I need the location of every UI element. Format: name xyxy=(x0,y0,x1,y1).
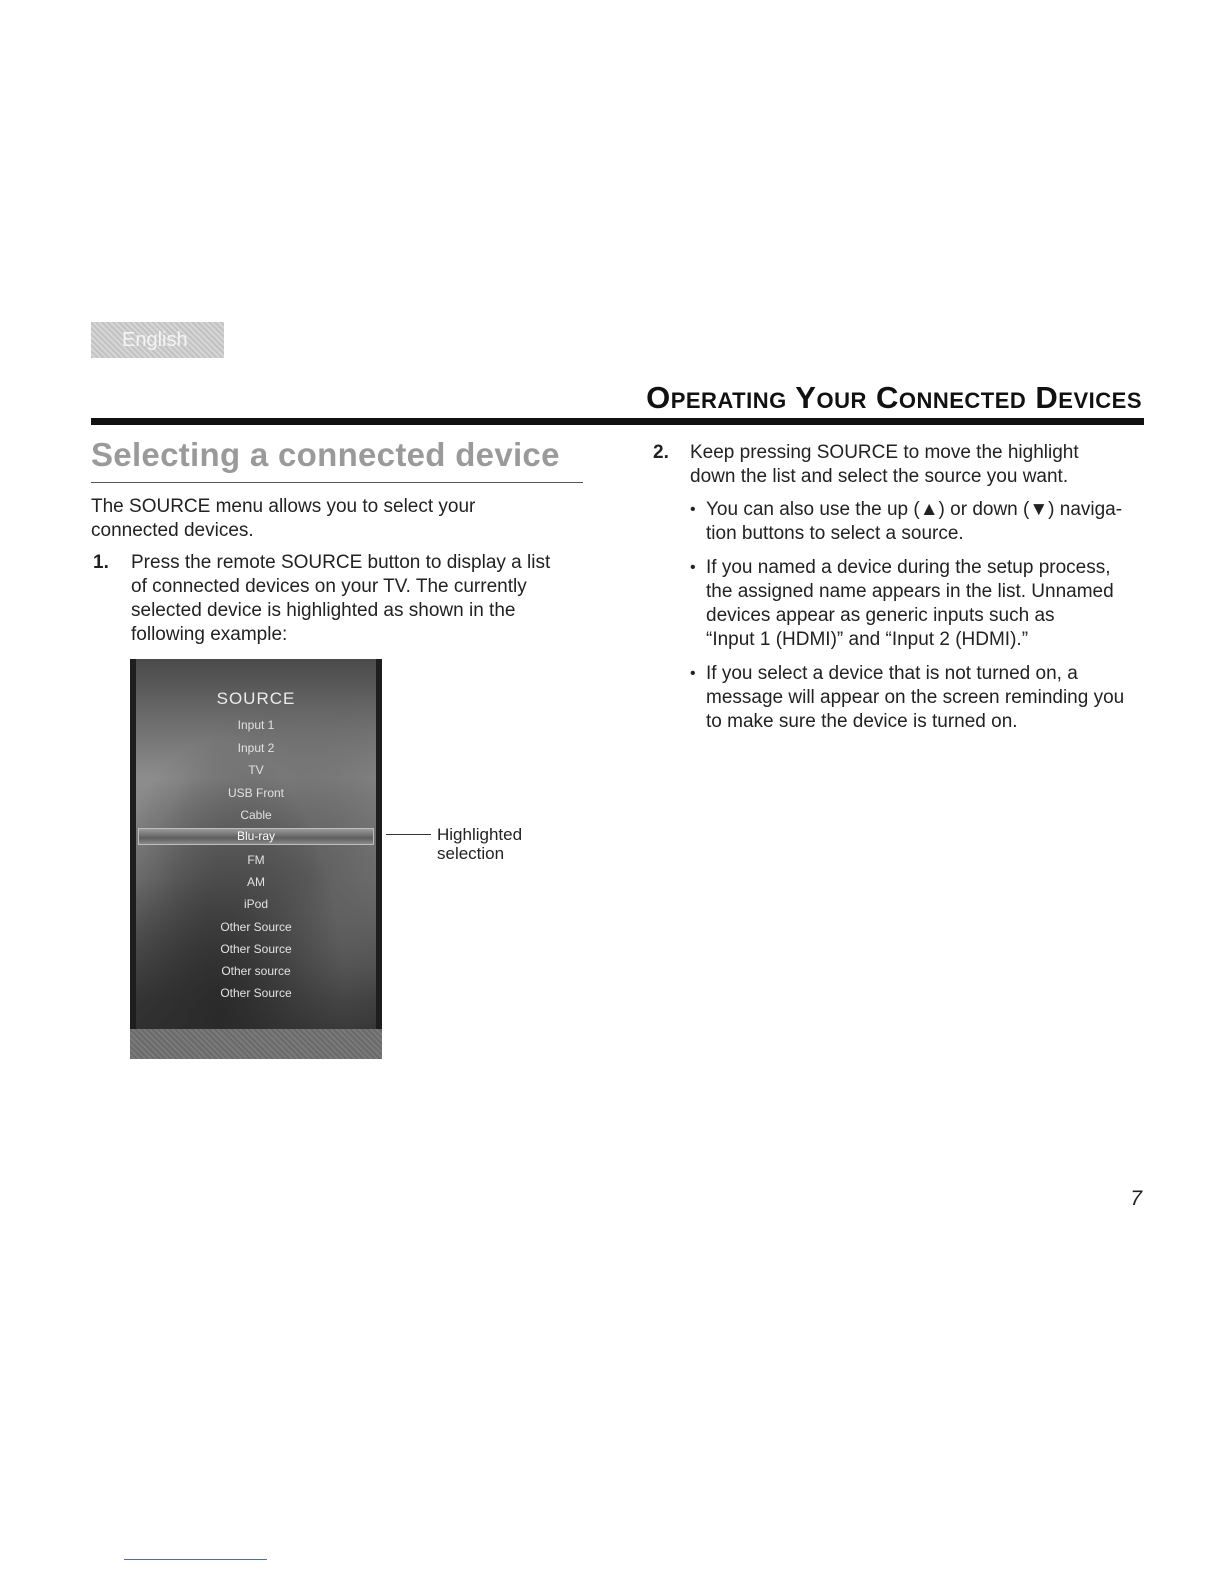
source-menu-item: Other Source xyxy=(220,986,292,1000)
bullet-line: “Input 1 (HDMI)” and “Input 2 (HDMI).” xyxy=(706,629,1029,650)
callout-leader-line xyxy=(386,834,431,835)
step-1-number: 1. xyxy=(93,552,109,573)
source-menu-item: Cable xyxy=(240,808,272,822)
callout-label xyxy=(437,825,547,863)
step-1-line: selected device is highlighted as shown in the xyxy=(131,600,516,621)
step-1-line: Press the remote SOURCE button to display a list xyxy=(131,552,551,573)
source-menu-title: SOURCE xyxy=(216,689,296,708)
sub-heading: Selecting a connected device xyxy=(91,436,560,473)
step-2-line: down the list and select the source you want. xyxy=(690,466,1069,487)
bullet-marker: • xyxy=(690,665,696,682)
source-menu-item: FM xyxy=(247,853,265,867)
section-title: Operating Your Connected Devices xyxy=(646,380,1142,415)
intro-line-1: The SOURCE menu allows you to select your xyxy=(91,496,476,517)
source-menu-item: USB Front xyxy=(227,786,284,800)
bullet-line: devices appear as generic inputs such as xyxy=(706,605,1055,626)
callout-line-1: Highlighted xyxy=(437,825,523,844)
source-menu-item: Other Source xyxy=(220,942,292,956)
sub-heading-rule xyxy=(91,482,583,483)
bullet-marker: • xyxy=(690,559,696,576)
source-menu-item: iPod xyxy=(243,897,269,911)
step-2-line: Keep pressing SOURCE to move the highlight xyxy=(690,442,1079,463)
bullet-line: If you named a device during the setup process, xyxy=(706,557,1111,578)
source-menu-screenshot xyxy=(130,659,382,1059)
source-menu-item: AM xyxy=(247,875,265,889)
screen-bottom-band xyxy=(130,1029,382,1059)
language-tab[interactable]: English xyxy=(91,322,224,358)
source-menu-item: Other Source xyxy=(220,920,292,934)
bullet-marker: • xyxy=(690,501,696,518)
source-menu-item-selected: Blu-ray xyxy=(138,828,374,845)
bullet-line: If you select a device that is not turned on, a xyxy=(706,663,1078,684)
source-menu-item: Other source xyxy=(221,964,291,978)
bullet-line: to make sure the device is turned on. xyxy=(706,711,1018,732)
source-menu-item: TV xyxy=(248,763,264,777)
title-rule xyxy=(91,418,1144,425)
footer-rule xyxy=(124,1559,267,1560)
bullet-line: message will appear on the screen reminding you xyxy=(706,687,1125,708)
source-menu-item: Input 1 xyxy=(237,718,275,732)
step-2-number: 2. xyxy=(653,442,669,463)
bullet-line: tion buttons to select a source. xyxy=(706,523,964,544)
bullet-line: the assigned name appears in the list. Unnamed xyxy=(706,581,1114,602)
step-1-line: following example: xyxy=(131,624,288,645)
bullet-line: You can also use the up (▲) or down (▼) naviga- xyxy=(706,499,1123,520)
intro-line-2: connected devices. xyxy=(91,520,254,541)
page-number: 7 xyxy=(1130,1187,1142,1210)
step-1-line: of connected devices on your TV. The currently xyxy=(131,576,527,597)
callout-line-2: selection xyxy=(437,844,505,863)
source-menu-item: Input 2 xyxy=(237,741,275,755)
